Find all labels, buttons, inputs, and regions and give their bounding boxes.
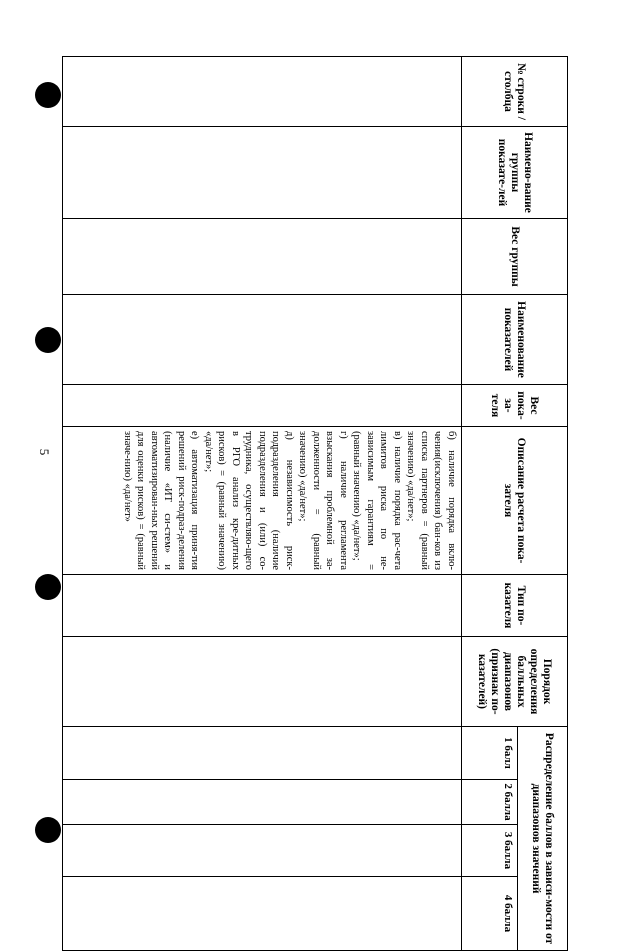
indicators-table [62, 56, 568, 951]
header-score-3: 3 балла [462, 825, 518, 877]
cell-score-1 [63, 727, 462, 780]
header-indicator-weight: Вес пока-за-теля [462, 385, 568, 427]
cell-score-2 [63, 780, 462, 825]
header-group-name: Наимено-вание группы показате-лей [462, 127, 568, 219]
header-score-distribution: Распределение баллов в зависи-мости от диапазонов значений [518, 727, 568, 951]
cell-score-3 [63, 825, 462, 877]
cell-group-name [63, 127, 462, 219]
header-score-2: 2 балла [462, 780, 518, 825]
header-indicator-name: Наименование показателей [462, 295, 568, 385]
header-range-procedure: Порядок определения балльных диапазонов (признак по-казателей) [462, 637, 568, 727]
description-item: б) наличие порядка вклю-чения(исключения) бан-ков из списка партнеров = (равный значению) «да/нет»; [405, 431, 457, 570]
description-item: в) наличие порядка рас-чета лимитов риска по не-зависимым гарантиям = (равный значению) «да/нет»; [351, 431, 403, 570]
header-calc-description: Описание расчета пока-зателя [462, 427, 568, 575]
description-item: е) автоматизация приня-тия решений риск-подраз-деления (наличие «ИТ си-стем» и автоматизирован-ных решений для оценки рисков) = (равный значе-нию) «да/нет» [122, 431, 201, 570]
cell-indicator-weight [63, 385, 462, 427]
cell-range-procedure [63, 637, 462, 727]
description-item: г) наличие регламента взыскания проблемной за-долженности = (равный значению) «да/нет»; [297, 431, 349, 570]
cell-row-number [63, 57, 462, 127]
header-row-number: № строки / столбца [462, 57, 568, 127]
cell-indicator-name [63, 295, 462, 385]
header-score-4: 4 балла [462, 877, 518, 951]
cell-group-weight [63, 219, 462, 295]
header-indicator-type: Тип по-казателя [462, 575, 568, 637]
cell-indicator-type [63, 575, 462, 637]
cell-score-4 [63, 877, 462, 951]
header-group-weight: Вес группы [462, 219, 568, 295]
page-number: 5 [37, 448, 52, 456]
description-item: д) независимость риск-подразделения (наличие подразделения и (или) со-трудника, осуществляю-щего в РГО анализ кре-дитных рисков) = (равный значению) «да/нет»; [203, 431, 295, 570]
header-score-1: 1 балл [462, 727, 518, 780]
cell-calc-description [63, 427, 462, 575]
